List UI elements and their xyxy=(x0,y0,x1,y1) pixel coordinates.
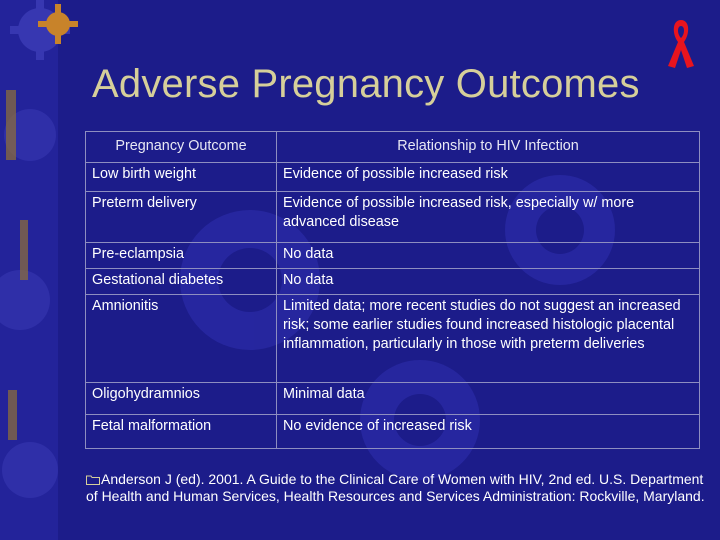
slide-title: Adverse Pregnancy Outcomes xyxy=(92,62,640,106)
table-row xyxy=(86,269,700,295)
outcomes-table xyxy=(85,131,700,449)
outcome-cell: Preterm delivery xyxy=(86,192,277,243)
column-header: Relationship to HIV Infection xyxy=(277,132,700,163)
relationship-cell: Evidence of possible increased risk, especially w/ more advanced disease xyxy=(277,192,700,243)
relationship-cell: Limited data; more recent studies do not suggest an increased risk; some earlier studies found increased histologic placental inflammation, particularly in those with preterm deliveries xyxy=(277,295,700,383)
table-row xyxy=(86,415,700,449)
outcome-cell: Fetal malformation xyxy=(86,415,277,449)
table-row xyxy=(86,243,700,269)
relationship-cell: Evidence of possible increased risk xyxy=(277,163,700,192)
outcome-cell: Pre-eclampsia xyxy=(86,243,277,269)
folder-icon xyxy=(86,474,100,485)
outcome-cell: Gestational diabetes xyxy=(86,269,277,295)
reference-text: Anderson J (ed). 2001. A Guide to the Clinical Care of Women with HIV, 2nd ed. U.S. Department of Health and Human Services, Health Resources and Services Administration: Rockville, Maryland. xyxy=(86,471,705,504)
outcome-cell: Amnionitis xyxy=(86,295,277,383)
outcome-cell: Oligohydramnios xyxy=(86,383,277,415)
table-row xyxy=(86,163,700,192)
table-row xyxy=(86,295,700,383)
relationship-cell: No data xyxy=(277,269,700,295)
table-row xyxy=(86,383,700,415)
awareness-ribbon-icon xyxy=(664,16,698,70)
relationship-cell: No data xyxy=(277,243,700,269)
outcome-cell: Low birth weight xyxy=(86,163,277,192)
table-row xyxy=(86,192,700,243)
table-header-row xyxy=(86,132,700,163)
reference-citation xyxy=(86,471,716,505)
column-header: Pregnancy Outcome xyxy=(86,132,277,163)
relationship-cell: Minimal data xyxy=(277,383,700,415)
relationship-cell: No evidence of increased risk xyxy=(277,415,700,449)
